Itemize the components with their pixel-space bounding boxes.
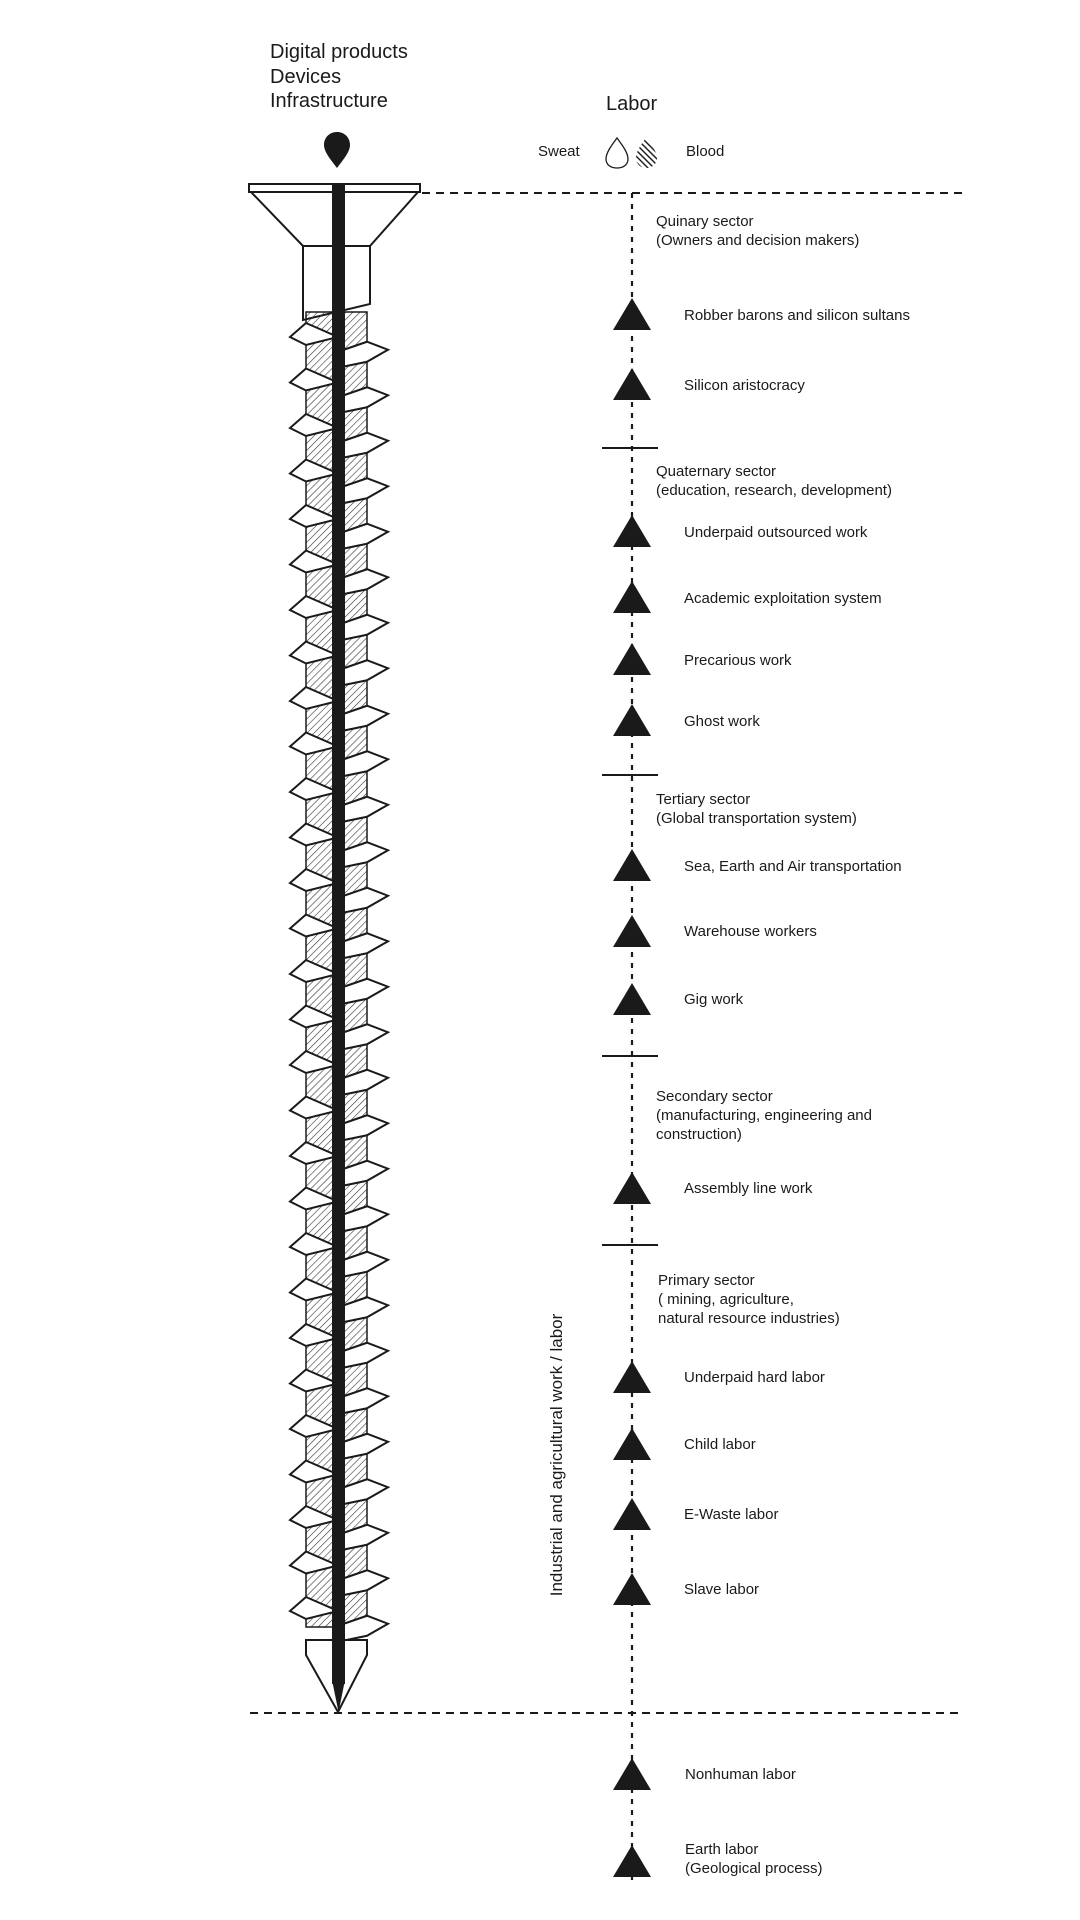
sector-title: Quaternary sector <box>656 463 777 480</box>
sector-heading-secondary <box>656 1087 872 1144</box>
labor-item: Precarious work <box>684 652 792 669</box>
triangle-marker-icon <box>613 1172 651 1204</box>
triangle-marker-icon <box>613 915 651 947</box>
sweat-label: Sweat <box>538 143 580 160</box>
triangle-marker-icon <box>613 1573 651 1605</box>
sector-title: Secondary sector <box>656 1088 773 1105</box>
sector-heading-primary <box>658 1271 840 1328</box>
sector-heading-tertiary <box>656 790 857 828</box>
sector-title: Tertiary sector <box>656 791 751 808</box>
sector-subtitle: (Global transportation system) <box>656 810 857 827</box>
labor-title: Labor <box>606 93 658 115</box>
triangle-marker-icon <box>613 515 651 547</box>
triangle-marker-icon <box>613 1845 651 1877</box>
labor-item: Robber barons and silicon sultans <box>684 307 910 324</box>
sector-title: Quinary sector <box>656 213 754 230</box>
labor-item: Child labor <box>684 1436 756 1453</box>
labor-item-earth <box>685 1840 823 1878</box>
triangle-marker-icon <box>613 704 651 736</box>
labor-item: Warehouse workers <box>684 923 817 940</box>
sector-subtitle: natural resource industries) <box>658 1310 840 1327</box>
triangle-marker-icon <box>613 849 651 881</box>
labor-item-nonhuman: Nonhuman labor <box>685 1766 796 1783</box>
labor-item: Gig work <box>684 991 744 1008</box>
hatched-drop-icon <box>630 126 660 186</box>
item-line: (Geological process) <box>685 1860 823 1877</box>
labor-item: Academic exploitation system <box>684 590 882 607</box>
sector-subtitle: (manufacturing, engineering and <box>656 1107 872 1124</box>
sector-subtitle: construction) <box>656 1126 742 1143</box>
sector-subtitle: (education, research, development) <box>656 482 892 499</box>
screw-illustration <box>249 184 420 1712</box>
triangle-marker-icon <box>613 298 651 330</box>
triangle-marker-icon <box>613 643 651 675</box>
sector-heading-quinary <box>656 212 859 250</box>
labor-item: Underpaid hard labor <box>684 1369 825 1386</box>
triangle-marker-icon <box>613 368 651 400</box>
sector-heading-quaternary <box>656 462 892 500</box>
sector-title: Primary sector <box>658 1272 755 1289</box>
product-line: Infrastructure <box>270 90 388 112</box>
labor-item: E-Waste labor <box>684 1506 779 1523</box>
triangle-marker-icon <box>613 1758 651 1790</box>
side-label: Industrial and agricultural work / labor <box>547 1313 566 1597</box>
sector-subtitle: ( mining, agriculture, <box>658 1291 794 1308</box>
triangle-marker-icon <box>613 581 651 613</box>
blood-label: Blood <box>686 143 725 160</box>
labor-item: Silicon aristocracy <box>684 377 805 394</box>
labor-item: Sea, Earth and Air transportation <box>684 858 902 875</box>
product-line: Digital products <box>270 41 408 63</box>
labor-item: Slave labor <box>684 1581 760 1598</box>
outline-drop-icon <box>606 138 628 168</box>
labor-item: Assembly line work <box>684 1180 813 1197</box>
black-drop-icon <box>324 132 350 168</box>
sector-dividers <box>602 448 658 1245</box>
screw-shaft <box>332 184 345 1684</box>
item-line: Earth labor <box>685 1841 759 1858</box>
triangle-marker-icon <box>613 1498 651 1530</box>
sector-subtitle: (Owners and decision makers) <box>656 232 860 249</box>
product-lines <box>270 40 408 114</box>
product-line: Devices <box>270 65 342 88</box>
triangle-marker-icon <box>613 983 651 1015</box>
triangle-marker-icon <box>613 1361 651 1393</box>
labor-item: Underpaid outsourced work <box>684 524 868 541</box>
triangle-marker-icon <box>613 1428 651 1460</box>
labor-item: Ghost work <box>684 713 760 730</box>
